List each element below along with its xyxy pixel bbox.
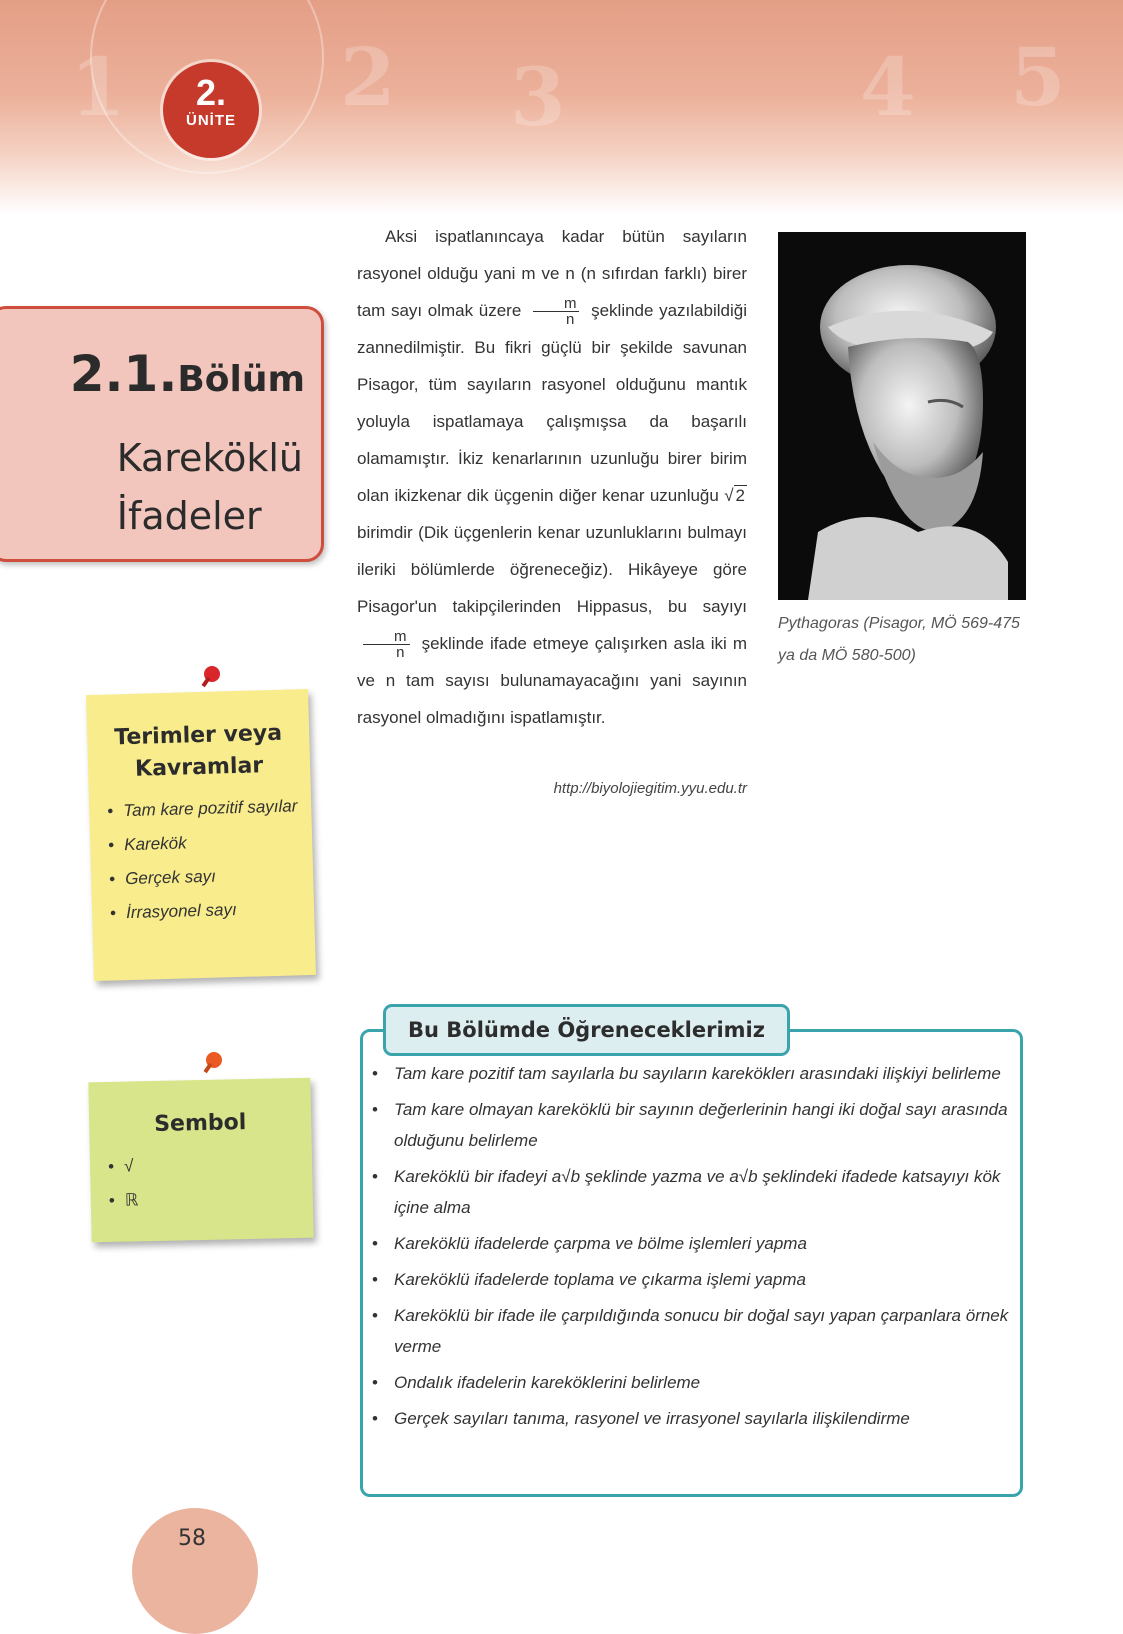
list-item: • Tam kare pozitif tam sayılarla bu sayıların kareköklerı arasındaki ilişkiyi belirleme xyxy=(370,1058,1020,1089)
objectives-title: Bu Bölümde Öğreneceklerimiz xyxy=(383,1004,790,1056)
section-word: Bölüm xyxy=(177,359,305,400)
terms-title: Terimler veya Kavramlar xyxy=(114,720,283,782)
pushpin-icon xyxy=(196,664,222,690)
objectives-list xyxy=(370,1058,1020,1439)
page-number-badge xyxy=(132,1508,258,1634)
list-item: • Ondalık ifadelerin kareköklerini belirleme xyxy=(370,1367,1020,1398)
section-title-line2: İfadeler xyxy=(116,494,262,538)
list-item: • İrrasyonel sayı xyxy=(110,891,315,931)
list-item: • Tam kare olmayan kareköklü bir sayının değerlerinin hangi iki doğal sayı arasında olduğunu belirleme xyxy=(370,1094,1020,1156)
source-link[interactable]: http://biyolojiegitim.yyu.edu.tr xyxy=(553,780,747,797)
list-item: • ℝ xyxy=(108,1180,313,1218)
section-title-box xyxy=(0,306,324,562)
list-item: • Karekök xyxy=(108,823,313,863)
list-item: • √ xyxy=(108,1146,313,1184)
page-number: 58 xyxy=(178,1526,206,1551)
list-item: • Kareköklü ifadelerde çarpma ve bölme işlemleri yapma xyxy=(370,1228,1020,1259)
symbol-note xyxy=(88,1078,313,1243)
symbol-list xyxy=(90,1146,313,1219)
list-item: • Tam kare pozitif sayılar xyxy=(107,789,312,829)
pushpin-icon xyxy=(198,1050,224,1076)
decor-digit: 4 xyxy=(860,40,916,134)
pythagoras-bust-photo xyxy=(778,232,1026,600)
unit-badge xyxy=(163,62,259,158)
bust-illustration xyxy=(778,232,1026,600)
list-item: • Gerçek sayıları tanıma, rasyonel ve irrasyonel sayılarla ilişkilendirme xyxy=(370,1403,1020,1434)
terms-note xyxy=(86,689,316,981)
list-item: • Gerçek sayı xyxy=(109,857,314,897)
intro-text xyxy=(357,218,747,736)
section-title xyxy=(117,429,303,545)
intro-paragraph: Aksi ispatlanıncaya kadar bütün sayıların rasyonel olduğu yani m ve n (n sıfırdan farklı) birer tam sayı olmak üzere $\frac{m}{n}$ şeklinde yazılabildiği zannedilmiştir. Bu fikri güçlü bir şekilde savunan Pisagor, tüm sayıların rasyonel olduğunu mantık yoluyla ispatlamaya çalışmışsa da başarılı olamamıştır. İkiz kenarlarının uzunluğu birer birim olan ikizkenar dik üçgenin diğer kenar uzunluğu √ 2 birimdir (Dik üçgenlerin kenar uzunluklarını bulmayı ileriki bölümlerde öğreneceğiz). Hikâyeye göre Pisagor'un takipçilerinden Hippasus, bu sayıyı $\frac{m}{n}$ şeklinde ifade etmeye çalışırken asla iki m ve n tam sayısı bulunamayacağını yani sayının rasyonel olmadığını ispatlamıştır. xyxy=(357,227,747,727)
unit-label: ÜNİTE xyxy=(186,112,236,129)
decor-digit: 3 xyxy=(510,50,566,144)
symbol-title: Sembol xyxy=(153,1110,247,1137)
decor-digit: 2 xyxy=(340,30,396,124)
list-item: • Kareköklü ifadelerde toplama ve çıkarma işlemi yapma xyxy=(370,1264,1020,1295)
sqrt-two: √ 2 xyxy=(724,486,745,505)
photo-caption: Pythagoras (Pisagor, MÖ 569-475 ya da MÖ 580-500) xyxy=(778,615,1020,664)
decor-digit: 1 xyxy=(70,40,126,134)
terms-list xyxy=(89,789,315,931)
unit-number: 2. xyxy=(195,72,227,113)
fraction-m-over-n: $\frac{m}{n}$ xyxy=(533,296,580,327)
section-number: 2.1.Bölüm xyxy=(69,345,305,403)
fraction-m-over-n: $\frac{m}{n}$ xyxy=(363,629,410,660)
decor-digit: 5 xyxy=(1010,30,1066,124)
list-item: • Kareköklü bir ifadeyi a√b şeklinde yazma ve a√b şeklindeki ifadede katsayıyı kök içine alma xyxy=(370,1161,1020,1223)
section-title-line1: Kareköklü xyxy=(116,436,303,480)
list-item: • Kareköklü bir ifade ile çarpıldığında sonucu bir doğal sayı yapan çarpanlara örnek verme xyxy=(370,1300,1020,1362)
